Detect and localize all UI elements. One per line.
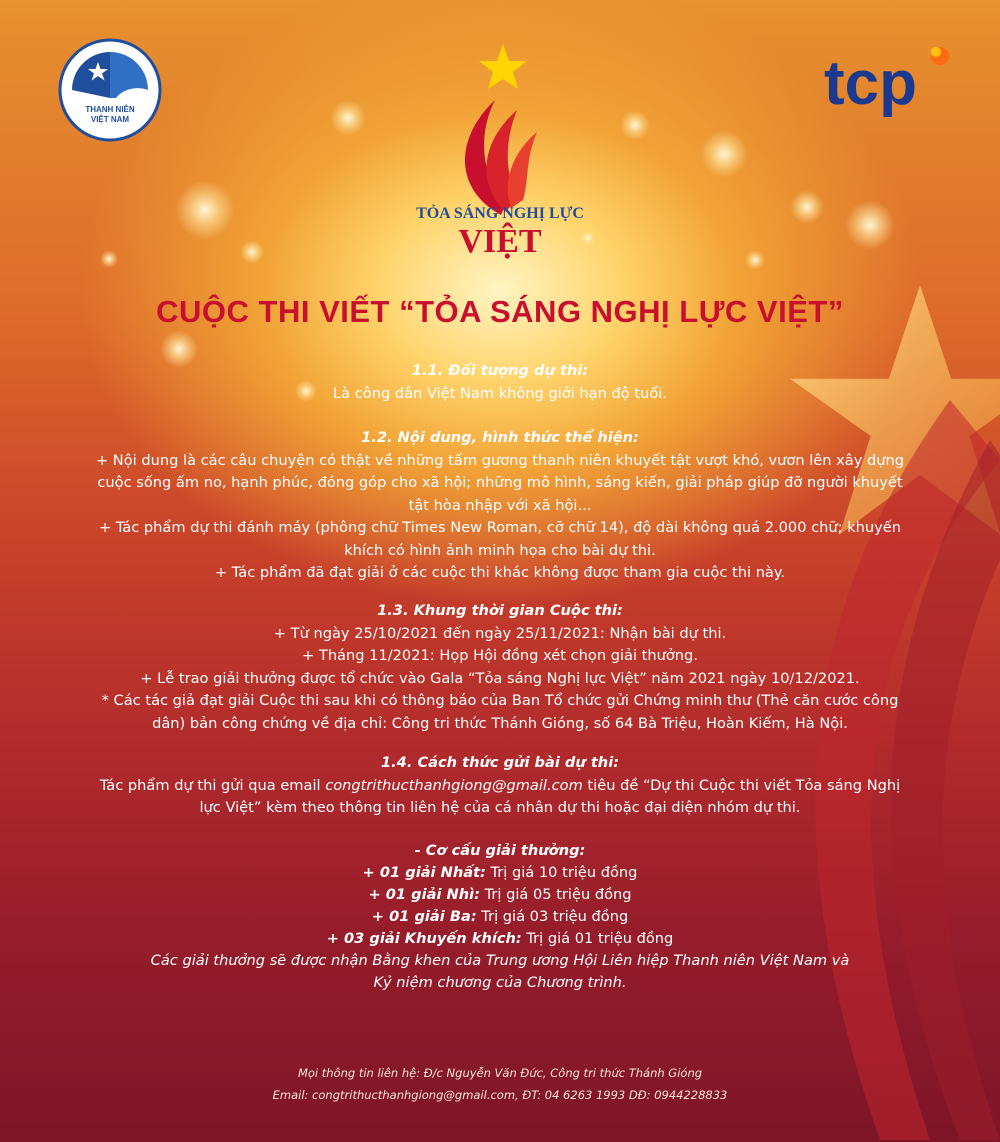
section-heading: 1.4. Cách thức gửi bài dự thi: xyxy=(380,754,620,771)
submission-text: tiêu đề “Dự thi Cuộc thi viết Tỏa sáng Nghị xyxy=(582,776,901,794)
footer-line: Email: congtrithucthanhgiong@gmail.com, ĐT: 04 6263 1993 DĐ: 0944228833 xyxy=(272,1088,728,1102)
prize-label: + 03 giải Khuyến khích: xyxy=(326,930,522,947)
section-line: cuộc sống ấm no, hạnh phúc, đóng góp cho xã hội; những mô hình, sáng kiến, giải pháp giúp đỡ người khuyết xyxy=(97,474,903,491)
bokeh-light xyxy=(240,240,264,264)
section-target xyxy=(60,360,940,405)
page-title: CUỘC THI VIẾT “TỎA SÁNG NGHỊ LỰC VIỆT” xyxy=(156,294,844,329)
prize-value: Trị giá 01 triệu đồng xyxy=(521,930,674,947)
section-line: Là công dân Việt Nam không giới hạn độ tuổi. xyxy=(333,384,667,402)
section-line: * Các tác giả đạt giải Cuộc thi sau khi có thông báo của Ban Tổ chức gửi Chứng minh thư (Thẻ căn cước công xyxy=(101,692,899,709)
section-heading: - Cơ cấu giải thưởng: xyxy=(414,842,586,859)
section-line: + Tháng 11/2021: Họp Hội đồng xét chọn giải thưởng. xyxy=(302,647,698,664)
bokeh-light xyxy=(620,110,650,140)
section-heading: 1.3. Khung thời gian Cuộc thi: xyxy=(377,602,623,619)
section-line: + Tác phẩm đã đạt giải ở các cuộc thi khác không được tham gia cuộc thi này. xyxy=(214,564,786,581)
section-line: dân) bản công chứng về địa chỉ: Công tri thức Thánh Gióng, số 64 Bà Triệu, Hoàn Kiếm, Hà Nội. xyxy=(152,714,848,732)
prize-item xyxy=(60,862,940,884)
bokeh-light xyxy=(100,250,118,268)
left-logo-text-1: THANH NIÊN xyxy=(85,105,135,114)
section-heading: 1.2. Nội dung, hình thức thể hiện: xyxy=(361,429,639,446)
prize-item xyxy=(60,928,940,950)
toa-sang-nghi-luc-viet-logo xyxy=(405,40,595,270)
prize-label: + 01 giải Nhì: xyxy=(368,886,480,903)
section-line: + Từ ngày 25/10/2021 đến ngày 25/11/2021: Nhận bài dự thi. xyxy=(273,624,727,642)
bokeh-light xyxy=(330,100,366,136)
prize-item xyxy=(60,884,940,906)
prize-item xyxy=(60,906,940,928)
tcp-logo-text: tcp xyxy=(824,49,917,117)
star-icon xyxy=(479,44,527,89)
prize-label: + 01 giải Ba: xyxy=(371,908,477,925)
section-line: + Nội dung là các câu chuyện có thật về những tấm gương thanh niên khuyết tật vượt khó, vươn lên xây dựng xyxy=(95,451,905,469)
prize-note: Kỷ niệm chương của Chương trình. xyxy=(373,974,627,991)
left-logo-text-2: VIỆT NAM xyxy=(90,115,130,124)
prize-label: + 01 giải Nhất: xyxy=(362,864,486,881)
section-line: khích có hình ảnh minh họa cho bài dự thi. xyxy=(344,541,656,559)
section-timeline xyxy=(60,600,940,735)
section-line: tật hòa nhập với xã hội... xyxy=(408,496,592,514)
prize-value: Trị giá 10 triệu đồng xyxy=(485,864,638,881)
section-line: + Lễ trao giải thưởng được tổ chức vào Gala “Tỏa sáng Nghị lực Việt” năm 2021 ngày 10/12/2021. xyxy=(140,669,860,687)
prize-value: Trị giá 03 triệu đồng xyxy=(476,908,629,925)
prize-value: Trị giá 05 triệu đồng xyxy=(479,886,632,903)
section-content xyxy=(60,427,940,585)
bokeh-light xyxy=(745,250,765,270)
submission-text: Tác phẩm dự thi gửi qua email xyxy=(99,776,326,794)
section-line: lực Việt” kèm theo thông tin liên hệ của cá nhân dự thi hoặc đại diện nhóm dự thi. xyxy=(199,799,801,816)
section-prizes xyxy=(60,840,940,994)
youth-union-logo xyxy=(58,38,162,142)
tcp-logo xyxy=(822,42,952,117)
center-logo-line1: TỎA SÁNG NGHỊ LỰC xyxy=(416,205,584,222)
bokeh-light xyxy=(700,130,748,178)
section-submission xyxy=(60,752,940,820)
bokeh-light xyxy=(845,200,895,250)
section-line: + Tác phẩm dự thi đánh máy (phông chữ Times New Roman, cỡ chữ 14), độ dài không quá 2.000 chữ; khuyến xyxy=(98,519,902,536)
section-line xyxy=(60,775,940,798)
section-heading: 1.1. Đối tượng dự thi: xyxy=(411,362,589,379)
center-logo-line2: VIỆT xyxy=(458,223,542,260)
footer-line: Mọi thông tin liên hệ: Đ/c Nguyễn Văn Đức, Công tri thức Thánh Gióng xyxy=(297,1066,703,1080)
prize-note: Các giải thưởng sẽ được nhận Bằng khen của Trung ương Hội Liên hiệp Thanh niên Việt Nam và xyxy=(150,952,850,969)
bokeh-light xyxy=(790,190,824,224)
footer-contact xyxy=(60,1062,940,1106)
contact-email-link[interactable]: congtrithucthanhgiong@gmail.com xyxy=(325,776,583,794)
bokeh-light xyxy=(175,180,235,240)
